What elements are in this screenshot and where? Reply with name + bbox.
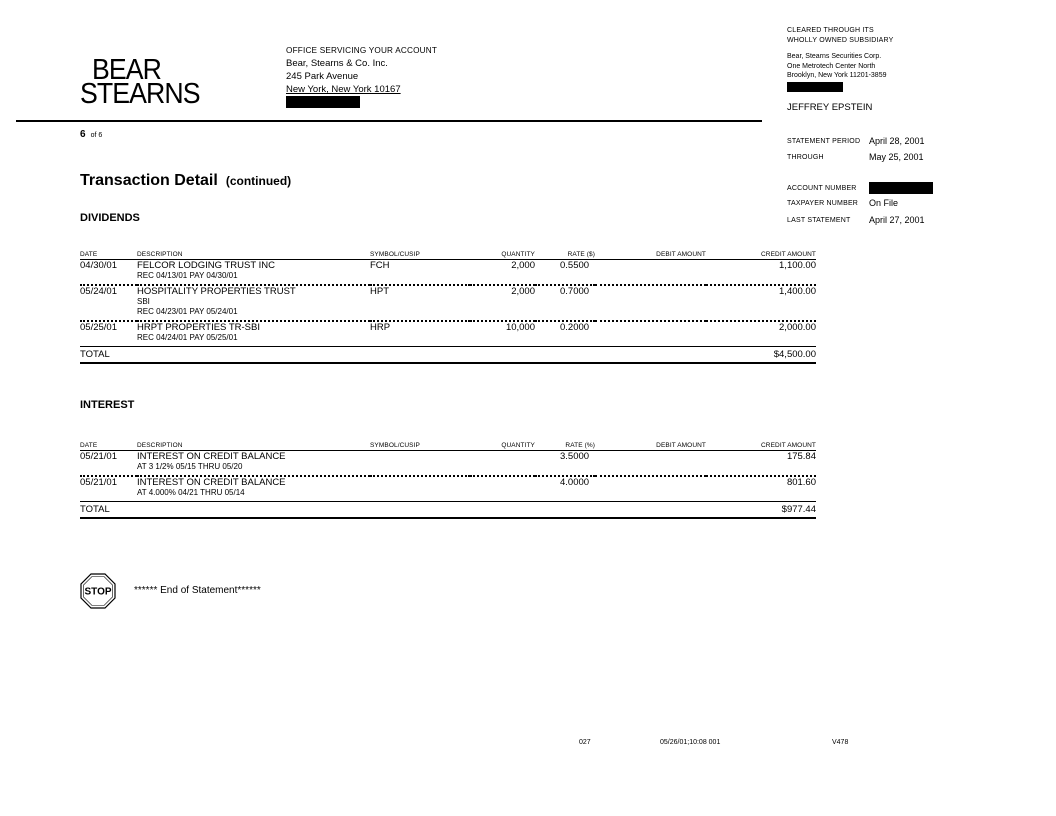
col-rate: RATE ($) xyxy=(535,251,595,260)
statement-period-value: April 28, 2001 xyxy=(869,136,925,146)
row-detail: REC 04/13/01 PAY 04/30/01 xyxy=(137,271,238,280)
office-street: 245 Park Avenue xyxy=(286,71,359,82)
through-value: May 25, 2001 xyxy=(869,152,924,162)
taxpayer-value: On File xyxy=(869,198,899,208)
interest-table xyxy=(80,442,816,519)
row-quantity: 2,000 xyxy=(470,260,535,286)
through-label: THROUGH xyxy=(787,154,824,161)
last-statement-value: April 27, 2001 xyxy=(869,215,925,225)
total-label: TOTAL xyxy=(80,502,706,519)
subsidiary-addr1: One Metrotech Center North xyxy=(787,62,876,70)
taxpayer-label: TAXPAYER NUMBER xyxy=(787,200,859,207)
row-description: INTEREST ON CREDIT BALANCE xyxy=(137,477,286,488)
end-of-statement: ****** End of Statement****** xyxy=(134,585,261,596)
redaction-bar xyxy=(869,182,933,194)
col-debit: DEBIT AMOUNT xyxy=(595,251,706,260)
table-row xyxy=(80,321,816,347)
table-header xyxy=(80,251,816,260)
page-total: of 6 xyxy=(90,132,103,139)
redaction-bar xyxy=(787,82,843,92)
col-description: DESCRIPTION xyxy=(137,442,370,451)
row-description: HOSPITALITY PROPERTIES TRUST xyxy=(137,286,296,297)
row-credit: 1,100.00 xyxy=(706,260,816,286)
row-rate: 0.7000 xyxy=(535,285,595,321)
col-credit: CREDIT AMOUNT xyxy=(706,251,816,260)
page-title xyxy=(80,172,291,190)
col-debit: DEBIT AMOUNT xyxy=(595,442,706,451)
page-number xyxy=(80,129,102,140)
row-date: 04/30/01 xyxy=(80,260,137,286)
header-rule xyxy=(16,120,762,122)
row-credit: 801.60 xyxy=(706,476,816,502)
dividends-table xyxy=(80,251,816,364)
dividends-heading: DIVIDENDS xyxy=(80,212,140,224)
row-date: 05/21/01 xyxy=(80,451,137,477)
row-quantity: 2,000 xyxy=(470,285,535,321)
row-description: INTEREST ON CREDIT BALANCE xyxy=(137,451,286,462)
row-rate: 4.0000 xyxy=(535,476,595,502)
footer-code-2: V478 xyxy=(832,739,849,746)
statement-period-label: STATEMENT PERIOD xyxy=(787,138,861,145)
row-date: 05/25/01 xyxy=(80,321,137,347)
col-symbol: SYMBOL/CUSIP xyxy=(370,251,470,260)
row-detail: AT 3 1/2% 05/15 THRU 05/20 xyxy=(137,462,243,471)
table-row xyxy=(80,476,816,502)
row-date: 05/21/01 xyxy=(80,476,137,502)
subsidiary-address xyxy=(787,52,887,81)
subsidiary-addr2: Brooklyn, New York 11201-3859 xyxy=(787,72,887,79)
row-detail: REC 04/23/01 PAY 05/24/01 xyxy=(137,307,238,316)
col-date: DATE xyxy=(80,442,137,451)
total-label: TOTAL xyxy=(80,347,706,364)
table-row xyxy=(80,451,816,477)
row-rate: 3.5000 xyxy=(535,451,595,477)
row-detail: AT 4.000% 04/21 THRU 05/14 xyxy=(137,488,245,497)
row-quantity: 10,000 xyxy=(470,321,535,347)
row-detail: REC 04/24/01 PAY 05/25/01 xyxy=(137,333,238,342)
redaction-bar xyxy=(286,96,360,108)
row-detail: SBI xyxy=(137,297,150,306)
col-date: DATE xyxy=(80,251,137,260)
footer-code-1: 027 xyxy=(579,739,591,746)
total-row xyxy=(80,502,816,519)
bear-stearns-logo xyxy=(80,54,200,110)
subsidiary-firm: Bear, Stearns Securities Corp. xyxy=(787,53,882,60)
page-current: 6 xyxy=(80,129,86,140)
interest-heading: INTEREST xyxy=(80,399,135,411)
account-holder: JEFFREY EPSTEIN xyxy=(787,102,873,113)
table-row xyxy=(80,285,816,321)
office-address xyxy=(286,44,437,112)
row-symbol: HPT xyxy=(370,285,470,321)
col-quantity: QUANTITY xyxy=(470,251,535,260)
row-description: HRPT PROPERTIES TR-SBI xyxy=(137,322,260,333)
clearing-notice xyxy=(787,26,894,45)
row-date: 05/24/01 xyxy=(80,285,137,321)
clearing-line-1: CLEARED THROUGH ITS xyxy=(787,27,874,34)
title-main: Transaction Detail xyxy=(80,172,218,189)
last-statement-label: LAST STATEMENT xyxy=(787,217,851,224)
table-row xyxy=(80,260,816,286)
logo-line-1: BEAR xyxy=(91,54,161,86)
row-credit: 2,000.00 xyxy=(706,321,816,347)
stop-sign-icon xyxy=(80,573,116,609)
row-rate: 0.2000 xyxy=(535,321,595,347)
table-header xyxy=(80,442,816,451)
col-credit: CREDIT AMOUNT xyxy=(706,442,816,451)
total-value: $4,500.00 xyxy=(706,347,816,364)
title-suffix: (continued) xyxy=(225,174,292,188)
account-number-label: ACCOUNT NUMBER xyxy=(787,185,857,192)
row-description: FELCOR LODGING TRUST INC xyxy=(137,260,275,271)
col-quantity: QUANTITY xyxy=(470,442,535,451)
row-rate: 0.5500 xyxy=(535,260,595,286)
col-description: DESCRIPTION xyxy=(137,251,370,260)
office-header: OFFICE SERVICING YOUR ACCOUNT xyxy=(286,46,438,55)
total-value: $977.44 xyxy=(706,502,816,519)
total-row xyxy=(80,347,816,364)
row-credit: 175.84 xyxy=(706,451,816,477)
office-city: New York, New York 10167 xyxy=(286,84,401,95)
col-symbol: SYMBOL/CUSIP xyxy=(370,442,470,451)
row-credit: 1,400.00 xyxy=(706,285,816,321)
clearing-line-2: WHOLLY OWNED SUBSIDIARY xyxy=(787,36,894,44)
stop-sign-label: STOP xyxy=(84,586,112,598)
row-symbol: FCH xyxy=(370,260,470,286)
row-symbol: HRP xyxy=(370,321,470,347)
footer-timestamp: 05/26/01;10:08 001 xyxy=(660,739,721,746)
logo-line-2: STEARNS xyxy=(80,78,200,110)
office-name: Bear, Stearns & Co. Inc. xyxy=(286,58,388,69)
col-rate: RATE (%) xyxy=(535,442,595,451)
